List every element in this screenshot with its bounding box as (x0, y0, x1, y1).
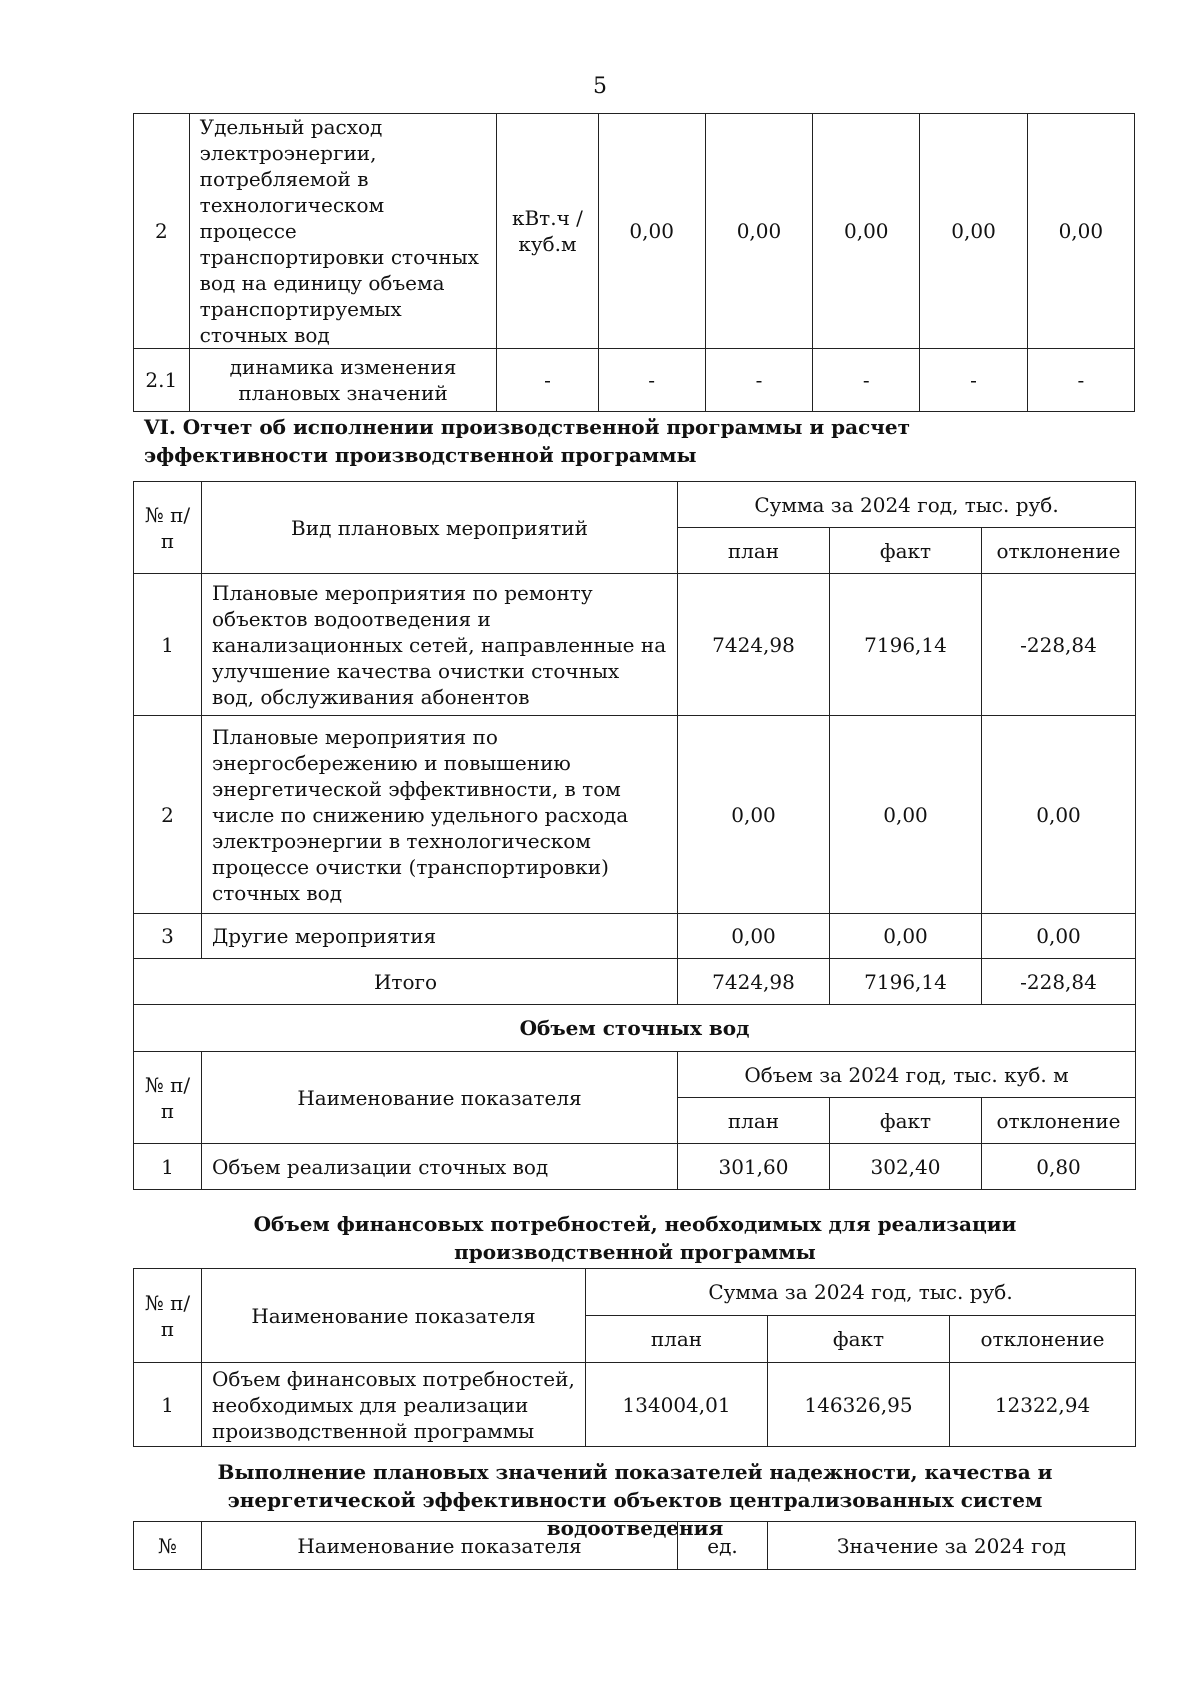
header-unit: ед. (678, 1522, 768, 1570)
row-number: 1 (134, 1144, 202, 1190)
value-cell: - (598, 349, 705, 412)
reliability-title: Выполнение плановых значений показателей надежности, качества и энергетической эффективности объектов централизованных систем водоотведения (217, 1460, 1053, 1540)
header-name: Наименование показателя (202, 1269, 586, 1363)
table-row (134, 716, 1136, 914)
activity-name: Другие мероприятия (202, 914, 678, 959)
table-header-row (134, 1269, 1136, 1316)
header-volume: Объем за 2024 год, тыс. куб. м (678, 1052, 1136, 1098)
value-cell: 0,00 (920, 114, 1027, 349)
plan-value: 7424,98 (678, 574, 830, 716)
total-row (134, 959, 1136, 1005)
indicator-name: Объем реализации сточных вод (202, 1144, 678, 1190)
total-fact: 7196,14 (830, 959, 982, 1005)
header-fact: факт (830, 528, 982, 574)
deviation-value: 12322,94 (950, 1363, 1136, 1447)
fact-value: 7196,14 (830, 574, 982, 716)
unit-cell: - (497, 349, 598, 412)
total-plan: 7424,98 (678, 959, 830, 1005)
production-program-table (133, 481, 1136, 1190)
table-row (134, 1144, 1136, 1190)
row-number: 3 (134, 914, 202, 959)
total-label: Итого (134, 959, 678, 1005)
table-row (134, 574, 1136, 716)
table-header-row (134, 482, 1136, 528)
plan-value: 0,00 (678, 716, 830, 914)
fact-value: 146326,95 (768, 1363, 950, 1447)
value-cell: - (705, 349, 812, 412)
fact-value: 302,40 (830, 1144, 982, 1190)
table-row (134, 114, 1135, 349)
plan-value: 134004,01 (586, 1363, 768, 1447)
value-cell: 0,00 (1027, 114, 1134, 349)
indicator-name: Объем финансовых потребностей, необходимых для реализации производственной программы (202, 1363, 586, 1447)
deviation-value: 0,80 (982, 1144, 1136, 1190)
header-name: Наименование показателя (202, 1052, 678, 1144)
fact-value: 0,00 (830, 914, 982, 959)
row-number: 2 (134, 114, 190, 349)
row-number: 1 (134, 574, 202, 716)
section-6-title: VI. Отчет об исполнении производственной программы и расчет эффективности производственной программы (144, 415, 911, 467)
table-row (134, 349, 1135, 412)
indicator-name: Удельный расход электроэнергии, потребляемой в технологическом процессе транспортировки сточных вод на единицу объема транспортируемых сточных вод (189, 114, 497, 349)
header-plan: план (678, 528, 830, 574)
header-deviation: отклонение (982, 528, 1136, 574)
row-number: 2.1 (134, 349, 190, 412)
row-number: 1 (134, 1363, 202, 1447)
deviation-value: 0,00 (982, 914, 1136, 959)
value-cell: - (813, 349, 920, 412)
header-value: Значение за 2024 год (768, 1522, 1136, 1570)
table-header-row (134, 1522, 1136, 1570)
header-plan: план (678, 1098, 830, 1144)
finance-title: Объем финансовых потребностей, необходимых для реализации производственной программы (253, 1212, 1017, 1264)
header-name: Вид плановых мероприятий (202, 482, 678, 574)
value-cell: 0,00 (705, 114, 812, 349)
table-row (134, 914, 1136, 959)
header-fact: факт (830, 1098, 982, 1144)
table-row (134, 1363, 1136, 1447)
header-num: № п/п (134, 1052, 202, 1144)
fact-value: 0,00 (830, 716, 982, 914)
value-cell: - (1027, 349, 1134, 412)
activity-name: Плановые мероприятия по энергосбережению и повышению энергетической эффективности, в том числе по снижению удельного расхода электроэнергии в технологическом процессе очистки (транспортировки) сточных вод (202, 716, 678, 914)
indicator-table-continued (133, 113, 1135, 412)
plan-value: 0,00 (678, 914, 830, 959)
finance-table (133, 1268, 1136, 1447)
header-num: № п/п (134, 482, 202, 574)
indicator-name: динамика изменения плановых значений (189, 349, 497, 412)
header-plan: план (586, 1316, 768, 1363)
table-header-row (134, 1052, 1136, 1098)
deviation-value: 0,00 (982, 716, 1136, 914)
activity-name: Плановые мероприятия по ремонту объектов водоотведения и канализационных сетей, направленные на улучшение качества очистки сточных вод, обслуживания абонентов (202, 574, 678, 716)
plan-value: 301,60 (678, 1144, 830, 1190)
header-deviation: отклонение (950, 1316, 1136, 1363)
header-num: № (134, 1522, 202, 1570)
header-num: № п/п (134, 1269, 202, 1363)
header-sum: Сумма за 2024 год, тыс. руб. (586, 1269, 1136, 1316)
value-cell: 0,00 (598, 114, 705, 349)
header-name: Наименование показателя (202, 1522, 678, 1570)
value-cell: - (920, 349, 1027, 412)
header-sum: Сумма за 2024 год, тыс. руб. (678, 482, 1136, 528)
header-deviation: отклонение (982, 1098, 1136, 1144)
total-deviation: -228,84 (982, 959, 1136, 1005)
unit-cell: кВт.ч / куб.м (497, 114, 598, 349)
deviation-value: -228,84 (982, 574, 1136, 716)
value-cell: 0,00 (813, 114, 920, 349)
reliability-table (133, 1521, 1136, 1570)
volume-title: Объем сточных вод (134, 1005, 1136, 1052)
volume-title-row (134, 1005, 1136, 1052)
row-number: 2 (134, 716, 202, 914)
header-fact: факт (768, 1316, 950, 1363)
page-number: 5 (593, 74, 607, 99)
